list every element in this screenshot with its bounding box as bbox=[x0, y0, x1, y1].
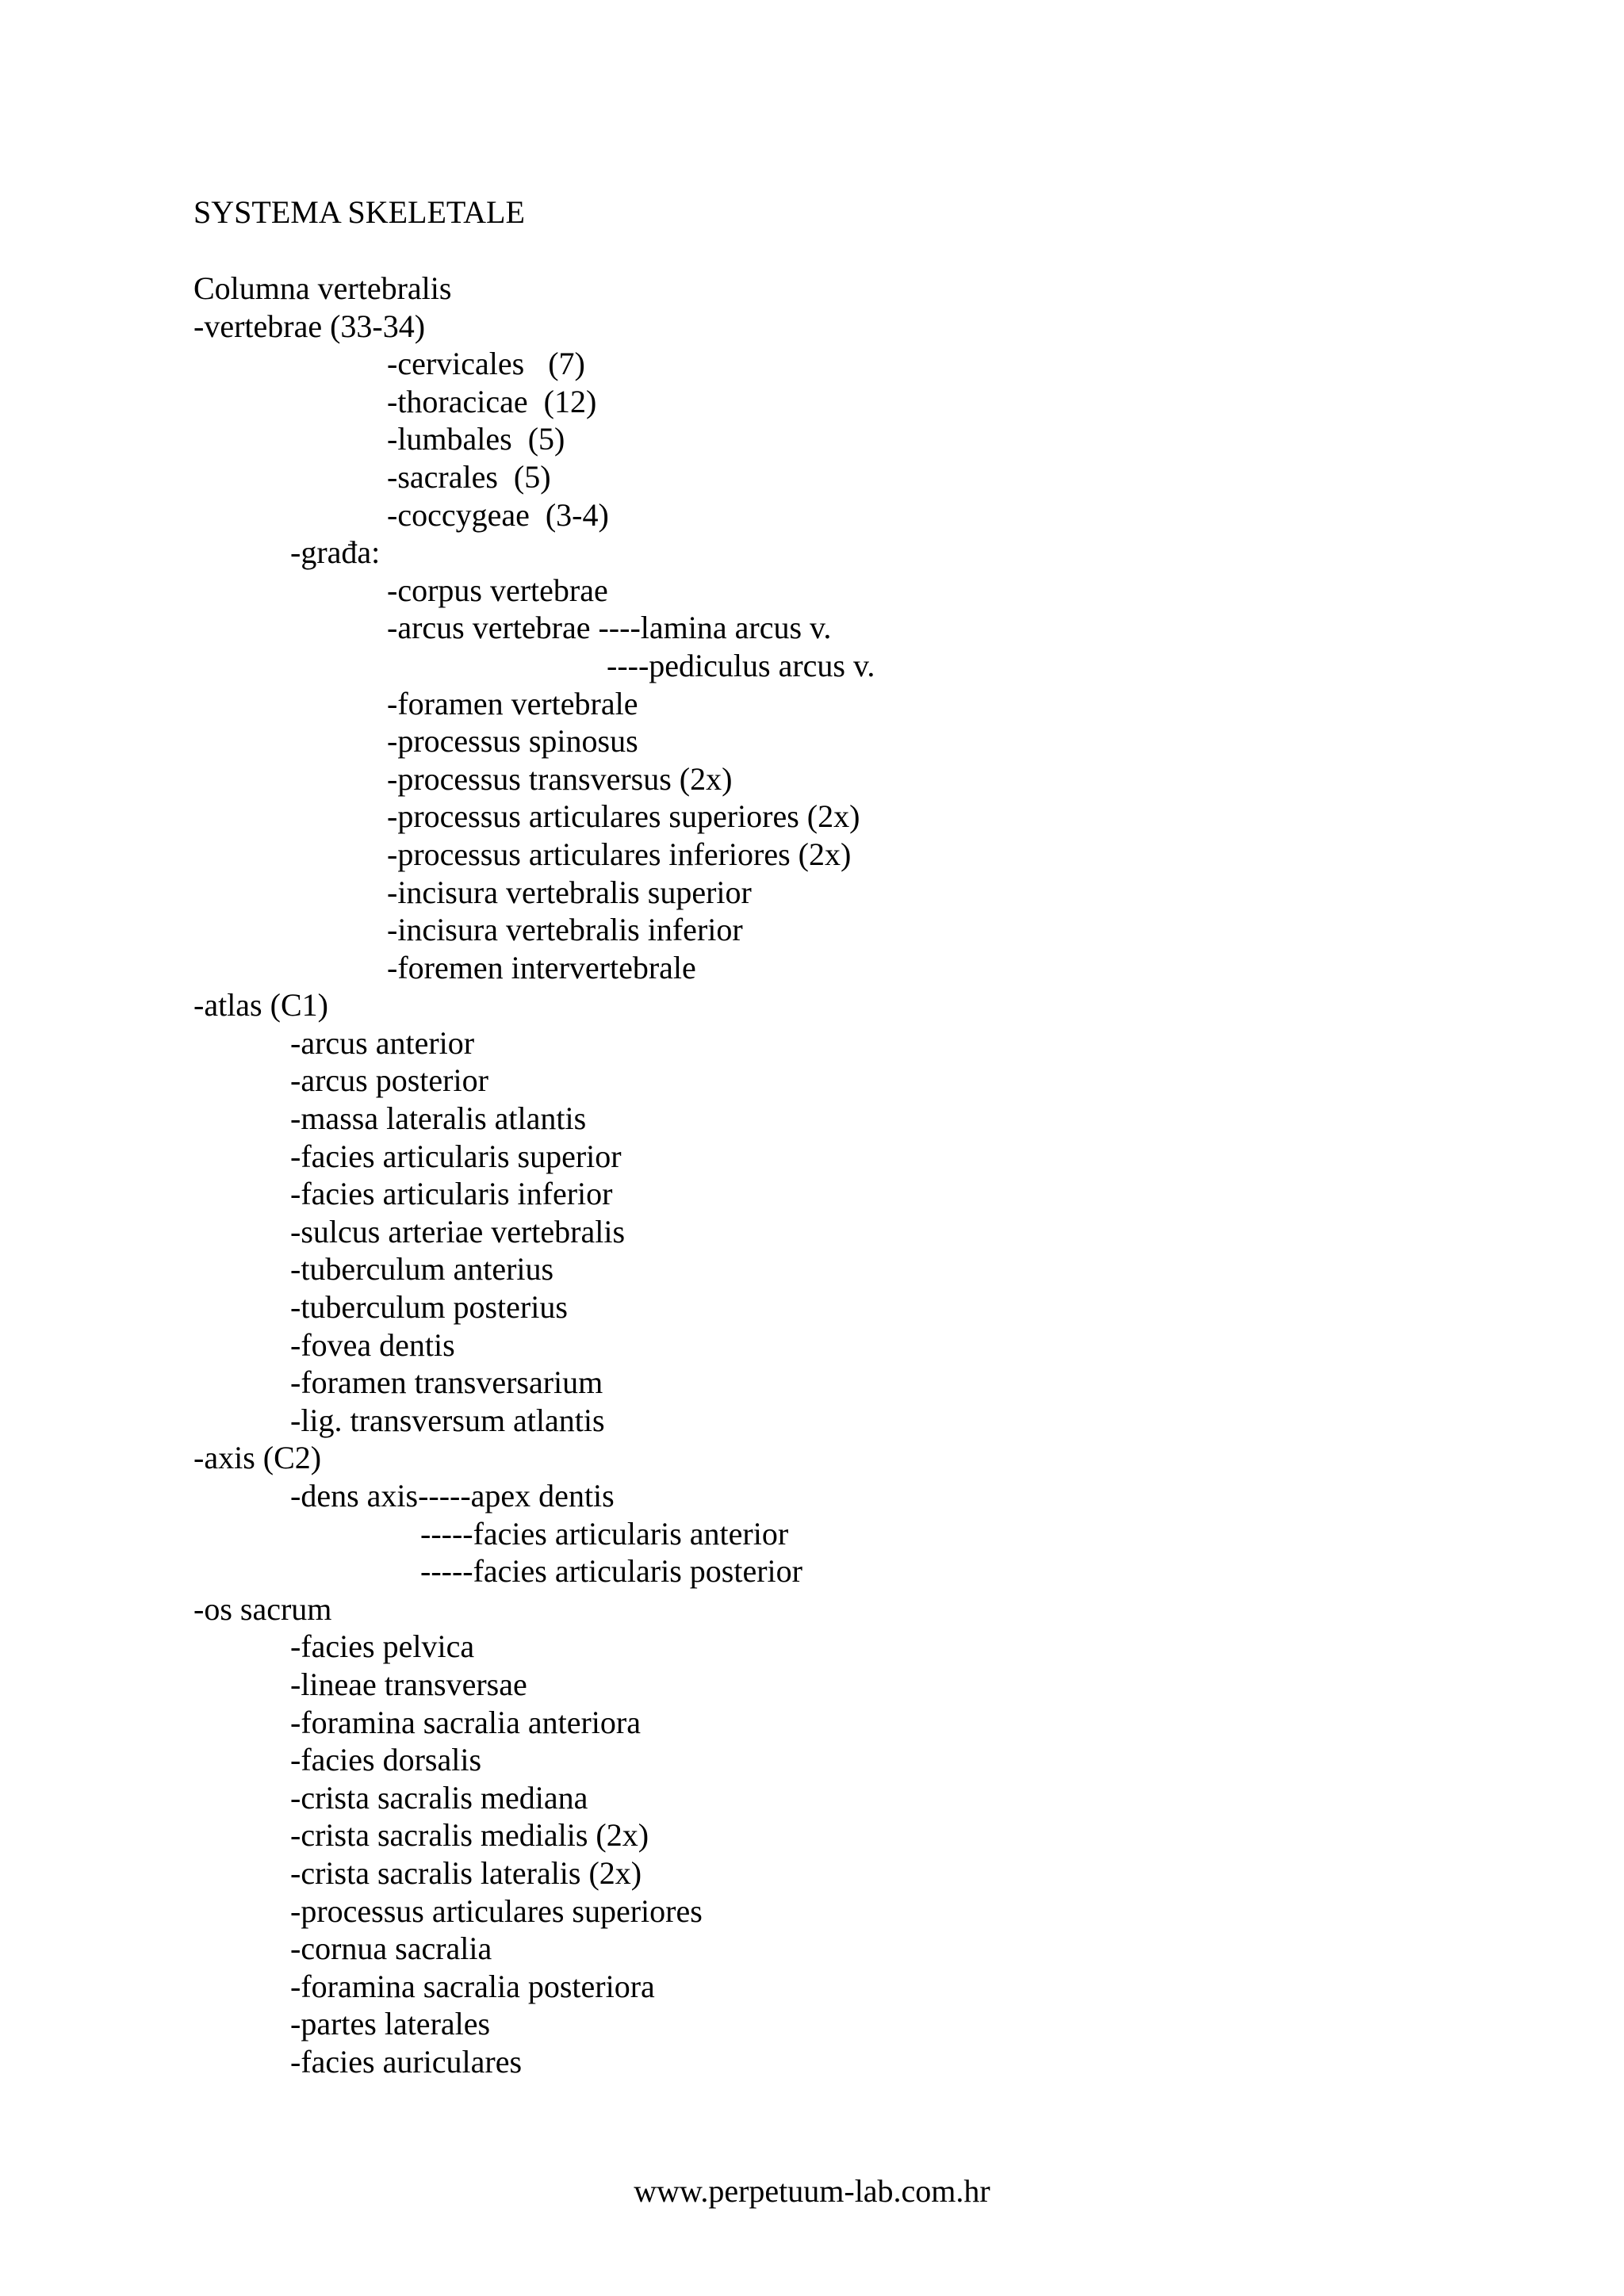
outline-line: -----facies articularis anterior bbox=[420, 1515, 789, 1552]
outline-line: -facies auriculares bbox=[290, 2043, 523, 2080]
outline-line: -foremen intervertebrale bbox=[387, 949, 696, 985]
outline-line: -crista sacralis lateralis (2x) bbox=[290, 1854, 642, 1891]
outline-line: -crista sacralis mediana bbox=[290, 1779, 588, 1816]
outline-line: -sulcus arteriae vertebralis bbox=[290, 1213, 626, 1249]
outline-line: -thoracicae (12) bbox=[387, 383, 597, 419]
outline-line: -facies pelvica bbox=[290, 1628, 475, 1665]
outline-line: -facies dorsalis bbox=[290, 1742, 482, 1778]
outline-line: -foramen vertebrale bbox=[387, 685, 638, 721]
outline-line: ----pediculus arcus v. bbox=[607, 647, 875, 683]
outline-line: -corpus vertebrae bbox=[387, 572, 608, 608]
outline-line: -arcus anterior bbox=[290, 1024, 475, 1061]
outline-line: -lineae transversae bbox=[290, 1666, 527, 1702]
document-title: SYSTEMA SKELETALE bbox=[193, 194, 525, 230]
outline-line: -foramen transversarium bbox=[290, 1364, 603, 1401]
outline-line: -massa lateralis atlantis bbox=[290, 1100, 587, 1137]
outline-line: -lig. transversum atlantis bbox=[290, 1402, 605, 1438]
outline-line: -----facies articularis posterior bbox=[420, 1553, 802, 1590]
outline-line: -arcus vertebrae ----lamina arcus v. bbox=[387, 610, 832, 646]
outline-line: -tuberculum anterius bbox=[290, 1251, 554, 1288]
outline-line: -processus articulares superiores (2x) bbox=[387, 798, 860, 835]
outline-line: -foramina sacralia anteriora bbox=[290, 1704, 641, 1740]
outline-line: -crista sacralis medialis (2x) bbox=[290, 1817, 649, 1854]
outline-line: -coccygeae (3-4) bbox=[387, 496, 609, 533]
outline-line: -vertebrae (33-34) bbox=[193, 308, 426, 344]
outline-line: -dens axis-----apex dentis bbox=[290, 1478, 615, 1513]
outline-line: Columna vertebralis bbox=[193, 270, 452, 306]
outline-line: -tuberculum posterius bbox=[290, 1289, 568, 1326]
outline-line: -atlas (C1) bbox=[193, 987, 328, 1024]
outline-line: -incisura vertebralis superior bbox=[387, 874, 752, 910]
outline-line: -processus articulares superiores bbox=[290, 1892, 703, 1929]
outline-line: -processus spinosus bbox=[387, 723, 638, 760]
outline-line: -foramina sacralia posteriora bbox=[290, 1968, 655, 2004]
outline-list bbox=[193, 270, 1542, 2081]
outline-line: -cervicales (7) bbox=[387, 346, 585, 382]
outline-line: -facies articularis inferior bbox=[290, 1176, 613, 1212]
footer-url: www.perpetuum-lab.com.hr bbox=[634, 2173, 990, 2209]
outline-line: -arcus posterior bbox=[290, 1062, 488, 1099]
outline-line: -građa: bbox=[290, 534, 381, 571]
outline-line: -incisura vertebralis inferior bbox=[387, 912, 743, 948]
outline-line: -lumbales (5) bbox=[387, 421, 565, 457]
outline-line: -facies articularis superior bbox=[290, 1138, 622, 1174]
outline-line: -cornua sacralia bbox=[290, 1931, 492, 1967]
outline-line: -fovea dentis bbox=[290, 1326, 455, 1363]
outline-line: -os sacrum bbox=[193, 1590, 332, 1627]
outline-line: -axis (C2) bbox=[193, 1440, 322, 1476]
outline-line: -processus articulares inferiores (2x) bbox=[387, 836, 852, 872]
outline-line: -processus transversus (2x) bbox=[387, 760, 733, 797]
outline-line: -partes laterales bbox=[290, 2006, 491, 2042]
outline-line: -sacrales (5) bbox=[387, 458, 551, 495]
